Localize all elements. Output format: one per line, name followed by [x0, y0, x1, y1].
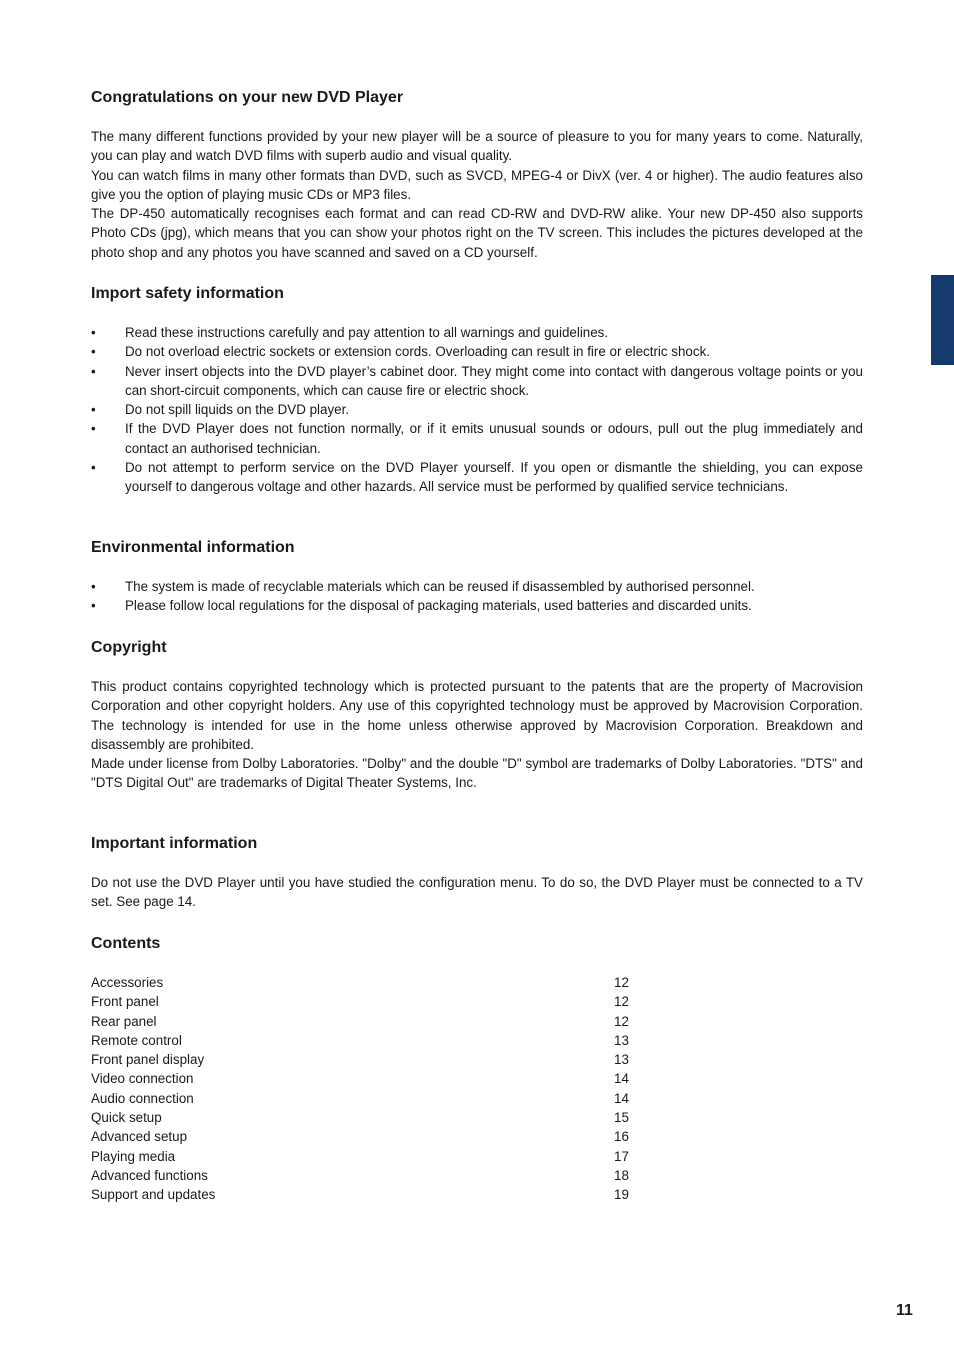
page-number: 11 [896, 1302, 913, 1319]
bullet-icon: • [91, 402, 96, 418]
copyright-body [91, 677, 863, 793]
toc-title: Quick setup [91, 1110, 162, 1126]
toc-page-number: 18 [614, 1167, 629, 1183]
important-heading: Important information [91, 835, 258, 852]
toc-title: Front panel [91, 994, 159, 1010]
toc-row [91, 1166, 631, 1185]
toc-title: Playing media [91, 1148, 176, 1164]
safety-heading: Import safety information [91, 285, 284, 302]
toc-title: Remote control [91, 1032, 182, 1048]
list-item-text: Never insert objects into the DVD player’s cabinet door. They might come into contact with dangerous voltage points or you can short-circuit components, which can cause fire or electric shock. [125, 363, 863, 398]
toc-row [91, 1069, 631, 1088]
toc-page-number: 12 [614, 975, 629, 990]
toc-page-number: 12 [614, 1013, 629, 1029]
toc-row [91, 1031, 631, 1050]
toc-page-number: 13 [614, 1052, 629, 1068]
toc-row [91, 1089, 631, 1108]
toc-title: Advanced functions [91, 1167, 208, 1183]
toc-page-number: 14 [614, 1090, 629, 1106]
toc-row [91, 973, 631, 992]
toc-title: Audio connection [91, 1090, 194, 1106]
toc-title: Accessories [91, 975, 164, 990]
bullet-icon: • [91, 344, 96, 360]
bullet-icon: • [91, 598, 96, 614]
toc-page-number: 14 [614, 1071, 629, 1087]
congrats-paragraph: You can watch films in many other formats than DVD, such as SVCD, MPEG-4 or DivX (ver. 4 or higher). The audio features also give you the option of playing music CDs or MP3 files. [91, 167, 863, 202]
list-item [91, 323, 863, 342]
toc-page-number: 15 [614, 1110, 629, 1126]
contents-heading: Contents [91, 935, 161, 952]
toc-page-number: 17 [614, 1148, 629, 1164]
important-paragraph: Do not use the DVD Player until you have studied the configuration menu. To do so, the DVD Player must be connected to a TV set. See page 14. [91, 875, 863, 910]
environment-list [91, 577, 863, 616]
toc-row [91, 1108, 631, 1127]
list-item-text: Do not attempt to perform service on the DVD Player yourself. If you open or dismantle the shielding, you can expose yourself to dangerous voltage and other hazards. All service must be performed by qualified service technicians. [125, 460, 863, 495]
copyright-paragraph: This product contains copyrighted technology which is protected pursuant to the patents that are the property of Macrovision Corporation and other copyright holders. Any use of this copyrighted technology must be approved by Macrovision Corporation. The technology is intended for use in the home unless otherwise approved by Macrovision Corporation. Breakdown and disassembly are prohibited. [91, 679, 863, 752]
toc-page-number: 19 [614, 1187, 629, 1203]
list-item [91, 577, 863, 596]
toc-row [91, 1012, 631, 1031]
list-item-text: Read these instructions carefully and pay attention to all warnings and guidelines. [125, 325, 609, 340]
toc-row [91, 1185, 631, 1204]
toc-page-number: 16 [614, 1129, 629, 1145]
bullet-icon: • [91, 325, 96, 340]
table-of-contents [91, 973, 631, 1205]
toc-row [91, 1050, 631, 1069]
list-item-text: If the DVD Player does not function normally, or if it emits unusual sounds or odours, pull out the plug immediately and contact an authorised technician. [125, 421, 863, 456]
bullet-icon: • [91, 579, 96, 594]
toc-title: Advanced setup [91, 1129, 188, 1145]
copyright-paragraph: Made under license from Dolby Laboratories. "Dolby" and the double "D" symbol are trademarks of Dolby Laboratories. "DTS" and "DTS Digital Out" are trademarks of Digital Theater Systems, Inc. [91, 756, 863, 791]
toc-row [91, 992, 631, 1011]
list-item [91, 342, 863, 361]
congrats-paragraph: The DP-450 automatically recognises each format and can read CD-RW and DVD-RW alike. Your new DP-450 also supports Photo CDs (jpg), which means that you can show your photos right on the TV screen. This includes the pictures developed at the photo shop and any photos you have scanned and saved on a CD yourself. [91, 206, 863, 260]
toc-title: Front panel display [91, 1052, 205, 1068]
list-item [91, 362, 863, 401]
toc-title: Support and updates [91, 1187, 216, 1203]
congrats-paragraph: The many different functions provided by your new player will be a source of pleasure to you for many years to come. Naturally, you can play and watch DVD films with superb audio and visual quality. [91, 129, 863, 164]
list-item [91, 458, 863, 497]
important-body [91, 873, 863, 912]
bullet-icon: • [91, 460, 96, 476]
environment-heading: Environmental information [91, 539, 295, 556]
list-item-text: The system is made of recyclable materials which can be reused if disassembled by authorised personnel. [125, 579, 755, 594]
copyright-heading: Copyright [91, 639, 167, 656]
list-item-text: Please follow local regulations for the disposal of packaging materials, used batteries and discarded units. [125, 598, 752, 614]
chapter-side-tab [931, 275, 954, 365]
toc-row [91, 1147, 631, 1166]
bullet-icon: • [91, 363, 96, 379]
list-item [91, 400, 863, 419]
toc-page-number: 13 [614, 1032, 629, 1048]
safety-list [91, 323, 863, 497]
list-item-text: Do not spill liquids on the DVD player. [125, 402, 350, 418]
toc-title: Video connection [91, 1071, 194, 1087]
congrats-heading: Congratulations on your new DVD Player [91, 89, 404, 106]
bullet-icon: • [91, 421, 96, 437]
toc-title: Rear panel [91, 1013, 157, 1029]
congrats-body [91, 127, 863, 262]
list-item [91, 419, 863, 458]
list-item [91, 596, 863, 615]
toc-row [91, 1127, 631, 1146]
toc-page-number: 12 [614, 994, 629, 1010]
list-item-text: Do not overload electric sockets or extension cords. Overloading can result in fire or electric shock. [125, 344, 710, 360]
